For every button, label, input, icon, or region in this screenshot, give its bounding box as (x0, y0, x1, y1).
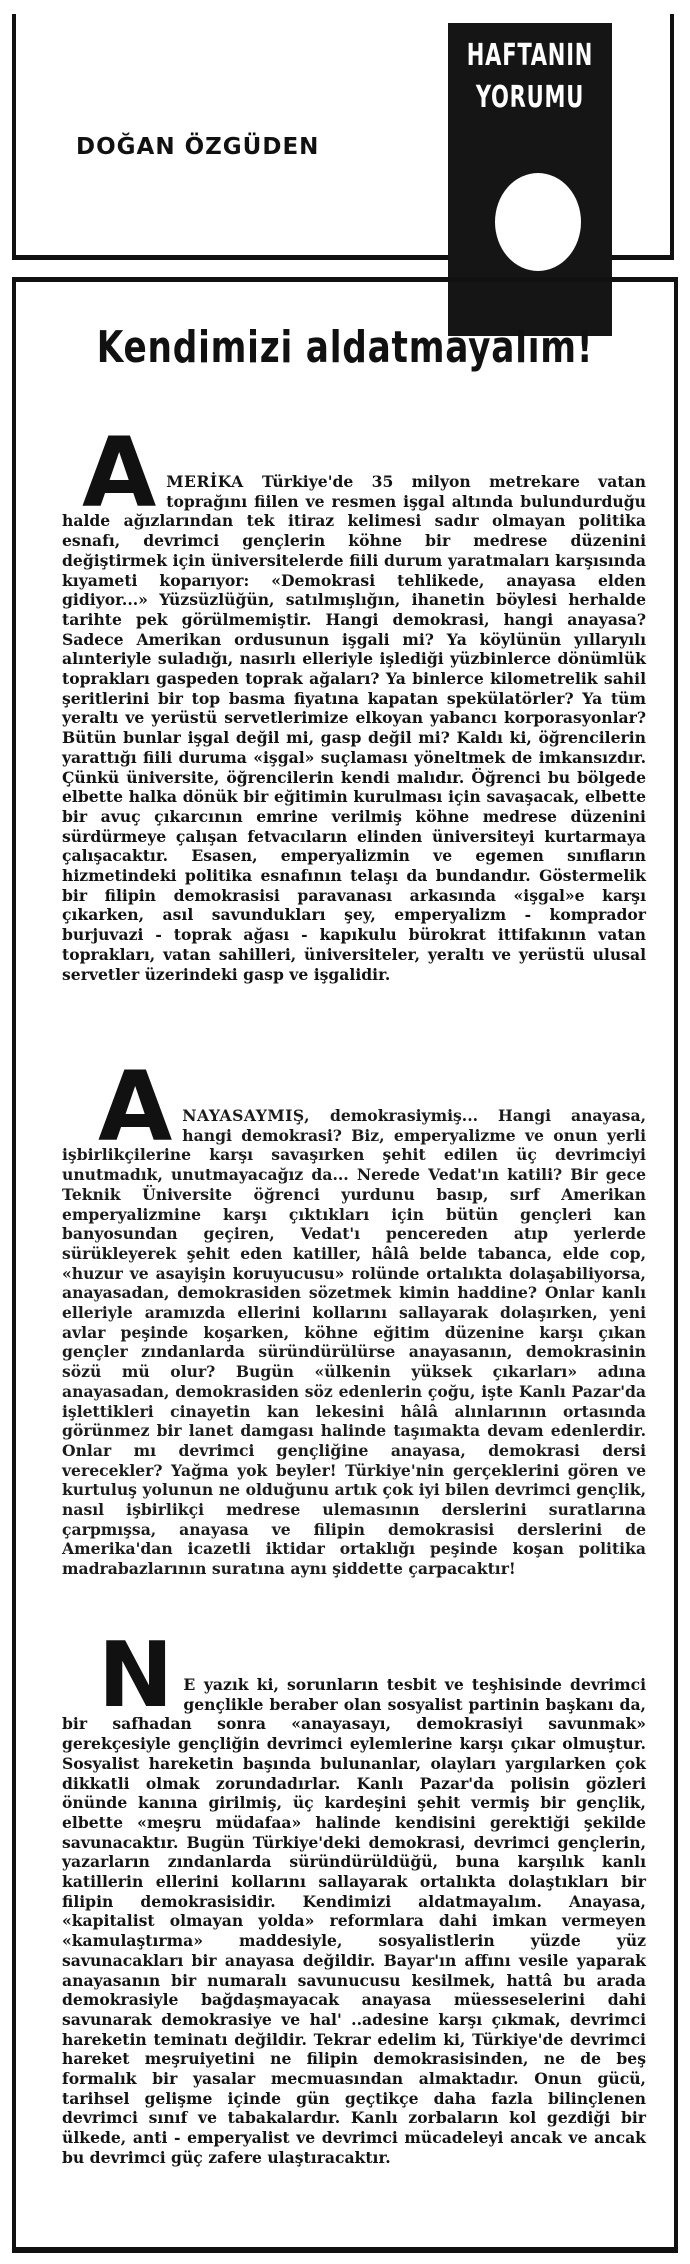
paragraph-lead: E (183, 1675, 196, 1694)
author-byline: DOĞAN ÖZGÜDEN (76, 134, 320, 160)
paragraph-text: demokrasiymiş... Hangi anayasa, hangi demokrasi? Biz, emperyalizme ve onun yerli işbirlikçilerine karşı savaşırken şehit edilen üç devrimciyi unutmadık, unutmayacağız da... Nerede Vedat'ın katili? Bir gece Teknik Üniversite öğrenci yurdunu basıp, sırf Amerikan emperyalizmine karşı çıktıkları için bütün gençleri kan banyosundan geçiren, Vedat'ı pencereden atıp yerlerde sürükleyerek şehit eden katiller, hâlâ belde tabanca, elde cop, «huzur ve asayişin koruyucusu» rolünde ortalıkta dolaşabiliyorsa, anayasadan, demokrasiden sözetmek kimin haddine? Onlar kanlı elleriyle aramızda ellerini kollarını sallayarak dolaşırken, yeni avlar peşinde koşarken, köhne eğitim düzenine karşı çıkan gençler zındanlarda süründürülürse anayasanın, demokrasinin sözü mü olur? Bugün «ülkenin yüksek çıkarları» adına anayasadan, demokrasiden söz edenlerin çoğu, işte Kanlı Pazar'da işlettikleri cinayetin kan lekesini hâlâ alınlarının ortasında görünmez bir lanet damgası halinde taşımakta devam edenlerdir. Onlar mı devrimci gençliğine anayasa, demokrasi dersi verecekler? Yağma yok beyler! Türkiye'nin gerçeklerini gören ve kurtuluş yolunun ne olduğunu artık çok iyi bilen devrimci gençlik, nasıl işbirlikçi medrese ulemasının derslerini suratlarına çarpmışsa, anayasa ve filipin demokrasisi derslerini de Amerika'dan icazetli iktidar ortaklığı peşinde koşan politika madrabazlarının suratına aynı şiddette çarpacaktır! (62, 1106, 646, 1579)
drop-cap: N (98, 1623, 174, 1728)
article-paragraph (62, 417, 646, 984)
paragraph-text: Türkiye'de 35 milyon metrekare vatan toprağını fiilen ve resmen işgal altında bulundurduğu halde ağızlarından tek itiraz kelimesi sadır olmayan politika esnafı, devrimci gençlerin köhne bir medrese düzenini değiştirmek için üniversitelerde fiili durum yaratmaları karşısında kıyameti koparıyor: «Demokrasi tehlikede, anayasa elden gidiyor...» Yüzsüzlüğün, satılmışlığın, ihanetin böylesi herhalde tarihte pek görülmemiştir. Hangi demokrasi, hangi anayasa? Sadece Amerikan ordusunun işgali mi? Ya köylünün yıllaryılı alınteriyle suladığı, nasırlı elleriyle işlediği yüzbinlerce dönümlük toprakları gaspeden toprak ağaları? Ya binlerce kilometrelik sahil şeritlerini bir top basma fiyatına kapatan spekülatörler? Ya tüm yeraltı ve yerüstü servetlerimize elkoyan yabancı korporasyonlar? Bütün bunlar işgal değil mi, gasp değil mi? Kaldı ki, öğrencilerin yarattığı fiili duruma «işgal» suçlaması yöneltmek de imkansızdır. Çünkü üniversite, öğrencilerin kendi malıdır. Öğrenci bu bölgede elbette halka dönük bir eğitimin kurulması için savaşacak, elbette bir avuç çıkarcının emrine verilmiş köhne medrese düzenini sürdürmeye çalışan fetvacıların elinden üniversiteyi kurtarmaya çalışacaktır. Esasen, emperyalizmin ve egemen sınıfların hizmetindeki politika esnafının telaşı da bundandır. Göstermelik bir filipin demokrasisi paravanası arkasında «işgal»e karşı çıkarken, asıl savundukları şey, emperyalizm - komprador burjuvazi - toprak ağası - kapıkulu bürokrat ittifakının vatan toprakları, vatan sahilleri, üniversiteler, yeraltı ve yerüstü ulusal servetler üzerindeki gasp ve işgalidir. (62, 472, 646, 984)
column-badge-line2: YORUMU (475, 80, 585, 115)
headline: Kendimizi aldatmayalım! (96, 322, 594, 373)
paragraph-lead: MERİKA (166, 472, 244, 491)
article-paragraph (62, 1623, 646, 2168)
paragraph-lead: NAYASAYMIŞ, (182, 1106, 311, 1125)
column-badge-line1: HAFTANIN (466, 38, 594, 73)
circle-icon (495, 173, 581, 271)
column-badge-title (466, 35, 594, 119)
paragraph-text: yazık ki, sorunların tesbit ve teşhisinde devrimci gençlikle beraber olan sosyalist partinin başkanı da, bir safhadan sonra «anayasayı, demokrasiyi savunmak» gerekçesiyle gençliğin devrimci eylemlerine karşı çıkar olmuştur. Sosyalist hareketin başında bulunanlar, olayları yargılarken çok dikkatli olmak zorundadırlar. Kanlı Pazar'da polisin gözleri önünde kanına girilmiş, üç kardeşini şehit vermiş bir gençlik, elbette «meşru müdafaa» halinde kendisini gerektiği şekilde savunacaktır. Bugün Türkiye'deki demokrasi, devrimci gençlerin, yazarların zındanlarda süründürüldüğü, buna karşılık kanlı katillerin ellerini kollarını sallayarak ortalıkta dolaştıkları bir filipin demokrasisidir. Kendimizi aldatmayalım. Anayasa, «kapitalist olmayan yolda» reformlara dahi imkan vermeyen «kamulaştırma» maddesiyle, sosyalistlerin yüzde yüz savunacakları bir anayasa değildir. Bayar'ın affını vesile yaparak anayasanın bir numaralı savunucusu kesilmek, hattâ bu arada demokrasiyle bağdaşmayacak anayasa müesseselerini dahi savunarak demokrasiye ve hal' ..adesine karşı çıkmak, devrimci hareketin teminatı değildir. Tekrar edelim ki, Türkiye'de devrimci hareket meşruiyetini ne filipin demokrasisinden, ne de beş formalık bir yasalar mecmuasından almaktadır. Onun gücü, tarihsel gelişme içinde gün geçtikçe daha fazla bilinçlenen devrimci sınıf ve tabakalardır. Kanlı zorbaların kol gezdiği bir ülkede, anti - emperyalist ve devrimci mücadeleyi ancak ve ancak bu devrimci güç zafere ulaştıracaktır. (62, 1675, 646, 2167)
drop-cap: A (82, 417, 157, 529)
article-paragraph (62, 1051, 646, 1579)
drop-cap: A (98, 1051, 173, 1163)
